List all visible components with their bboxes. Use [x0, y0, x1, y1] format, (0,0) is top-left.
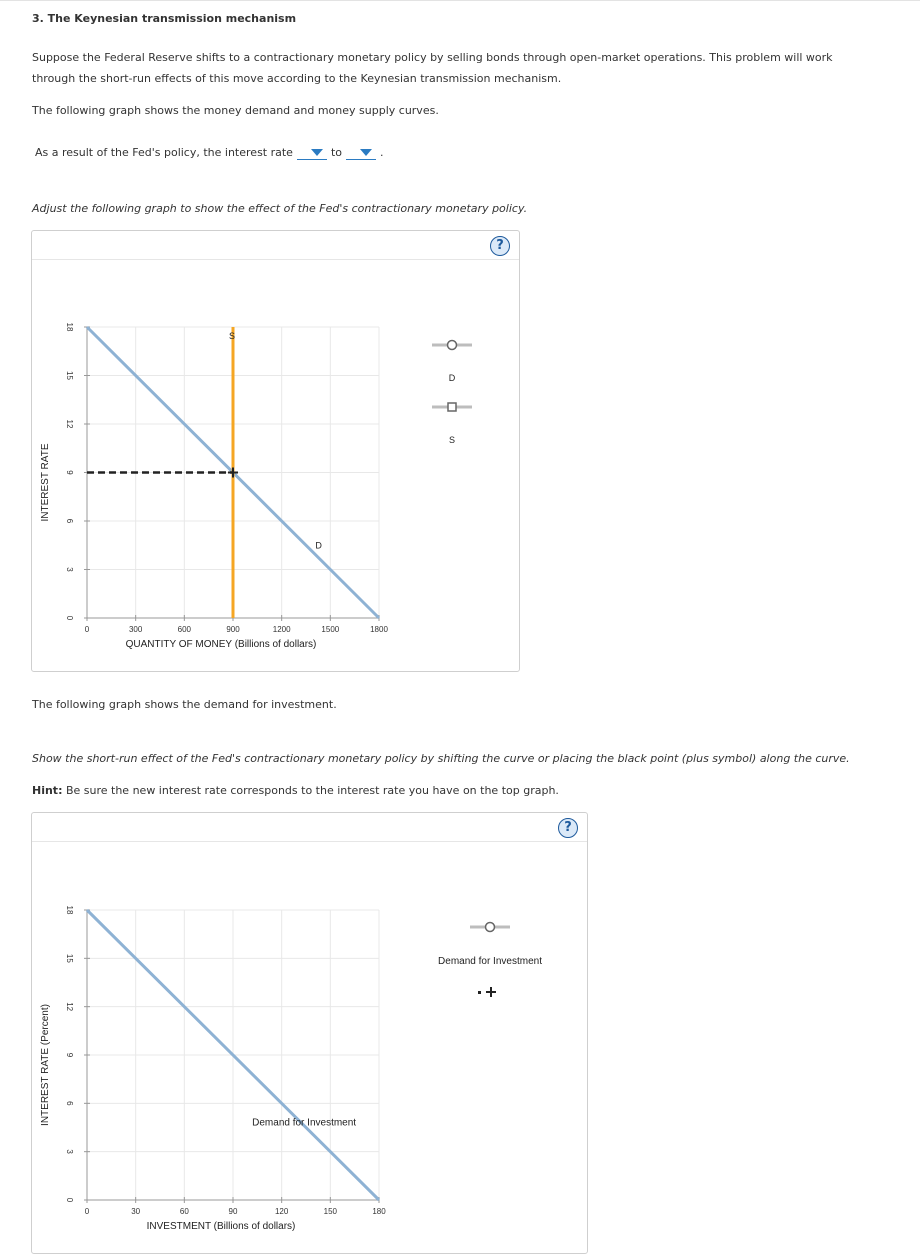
chevron-down-icon	[311, 149, 323, 156]
x-axis-title: INVESTMENT (Billions of dollars)	[146, 1221, 296, 1232]
y-tick-label: 9	[64, 470, 74, 475]
sentence-part1: As a result of the Fed's policy, the interest rate	[35, 146, 293, 159]
x-tick-label: 1800	[370, 625, 388, 634]
x-tick-label: 900	[226, 625, 240, 634]
legend-demand-marker	[448, 341, 457, 350]
legend-supply-label: S	[448, 435, 456, 445]
interest-rate-sentence	[35, 145, 384, 160]
x-tick-label: 60	[179, 1207, 189, 1216]
y-axis-title: INTEREST RATE (Percent)	[40, 1004, 51, 1126]
x-tick-label: 600	[177, 625, 192, 634]
x-tick-label: 1500	[321, 625, 340, 634]
y-tick-label: 0	[64, 615, 74, 621]
hint-label: Hint:	[32, 784, 63, 797]
y-tick-label: 3	[64, 1149, 74, 1154]
x-tick-label: 180	[372, 1207, 386, 1216]
graph1-intro: The following graph shows the money demand and money supply curves.	[32, 104, 439, 117]
money-market-chart	[32, 231, 519, 671]
plus-tool-dot	[478, 991, 481, 994]
y-tick-label: 6	[64, 1101, 74, 1106]
demand-curve-label: D	[315, 540, 322, 551]
y-tick-label: 9	[64, 1052, 74, 1058]
x-tick-label: 0	[84, 625, 90, 634]
interest-rate-value-dropdown[interactable]	[346, 145, 376, 160]
x-tick-label: 0	[84, 1207, 90, 1216]
x-tick-label: 30	[131, 1207, 141, 1216]
question-heading: 3. The Keynesian transmission mechanism	[32, 12, 297, 25]
x-tick-label: 300	[128, 625, 143, 634]
y-axis-title: INTEREST RATE	[40, 443, 51, 522]
hint-text	[32, 780, 559, 801]
intro-line-2: through the short-run effects of this move according to the Keynesian transmission mechanism.	[32, 72, 562, 85]
interest-rate-direction-dropdown[interactable]	[297, 145, 327, 160]
y-tick-label: 12	[64, 419, 74, 429]
legend-investment-marker	[486, 923, 495, 932]
x-tick-label: 1200	[272, 625, 291, 634]
investment-demand-label: Demand for Investment	[252, 1117, 357, 1129]
y-tick-label: 3	[64, 567, 74, 572]
y-tick-label: 18	[64, 322, 74, 332]
legend-supply-marker	[448, 403, 456, 411]
investment-graph-panel	[31, 812, 588, 1254]
y-tick-label: 12	[64, 1002, 74, 1012]
y-tick-label: 0	[64, 1197, 74, 1203]
y-tick-label: 15	[64, 953, 74, 963]
y-tick-label: 18	[64, 905, 74, 915]
chevron-down-icon	[360, 149, 372, 156]
y-tick-label: 6	[64, 518, 74, 524]
x-tick-label: 150	[323, 1207, 338, 1216]
graph2-instruction: Show the short-run effect of the Fed's contractionary monetary policy by shifting the curve or placing the black point (plus symbol) along the curve.	[32, 752, 850, 765]
help-icon[interactable]: ?	[490, 236, 510, 256]
x-tick-label: 90	[228, 1207, 238, 1216]
supply-curve-label: S	[228, 331, 236, 341]
sentence-part3: .	[380, 146, 384, 159]
legend-demand-label: D	[448, 373, 456, 383]
intro-line-1: Suppose the Federal Reserve shifts to a contractionary monetary policy by selling bonds through open-market operations. This problem will work	[32, 51, 833, 64]
investment-chart	[32, 813, 587, 1253]
top-divider	[0, 0, 920, 1]
sentence-part2: to	[330, 146, 342, 159]
y-tick-label: 15	[64, 371, 74, 380]
x-axis-title: QUANTITY OF MONEY (Billions of dollars)	[125, 639, 317, 650]
hint-body: Be sure the new interest rate corresponds to the interest rate you have on the top graph.	[65, 784, 559, 797]
legend-investment-label: Demand for Investment	[438, 956, 542, 967]
x-tick-label: 120	[274, 1207, 289, 1216]
money-market-graph-panel	[31, 230, 520, 672]
graph2-intro: The following graph shows the demand for investment.	[32, 698, 337, 711]
graph1-instruction: Adjust the following graph to show the effect of the Fed's contractionary monetary policy.	[32, 202, 528, 215]
help-icon[interactable]: ?	[558, 818, 578, 838]
